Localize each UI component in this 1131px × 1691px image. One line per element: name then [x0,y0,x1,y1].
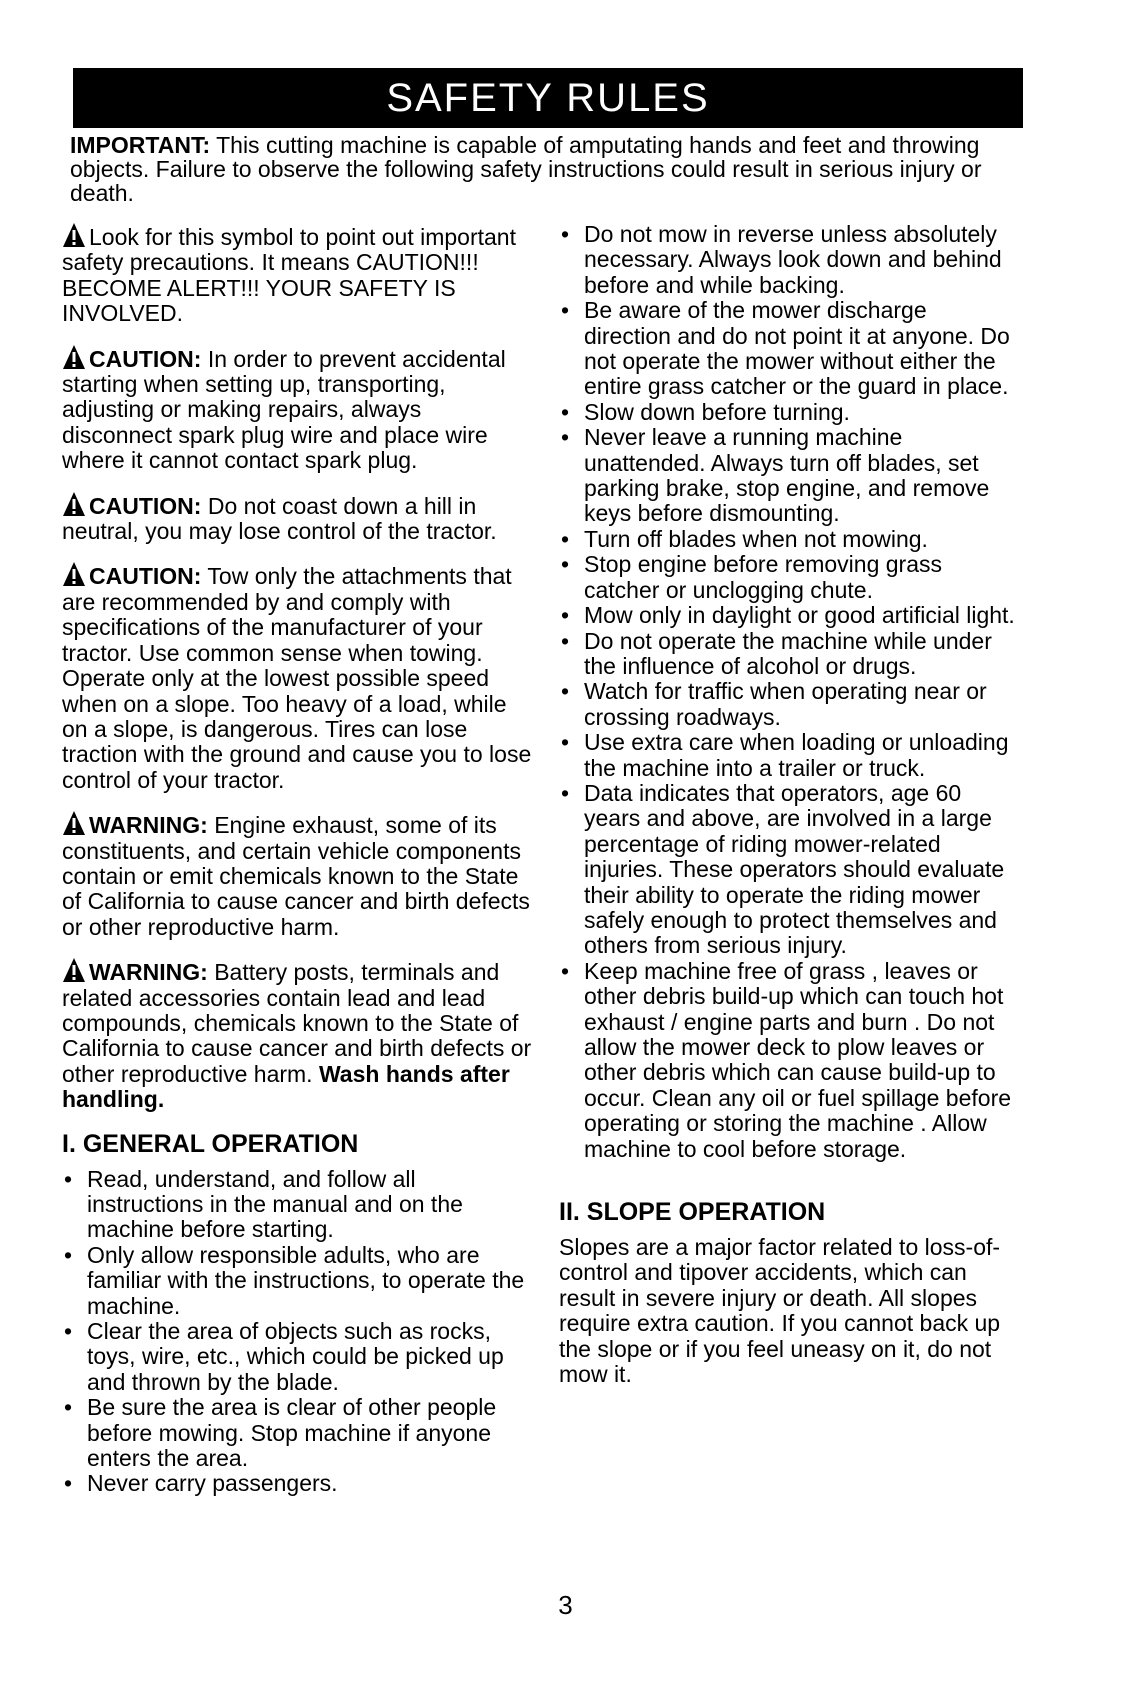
bullet-item: • Stop engine before removing grass catcher or unclogging chute. [559,552,1019,603]
warning-triangle-icon [62,957,86,983]
warning-triangle-icon [62,561,86,587]
slope-operation-heading: II. SLOPE OPERATION [559,1198,826,1227]
bullet-item: • Do not operate the machine while under the influence of alcohol or drugs. [559,629,1019,680]
general-operation-list [62,1167,532,1497]
alert-text: Look for this symbol to point out important safety precautions. It means CAUTION!!! BECOME ALERT!!! YOUR SAFETY IS INVOLVED. [62,224,516,327]
bullet-item: • Read, understand, and follow all instructions in the manual and on the machine before starting. [62,1167,532,1243]
bullet-item: • Never leave a running machine unattended. Always turn off blades, set parking brake, stop engine, and remove keys before dismounting. [559,425,1019,527]
alert-text: Battery posts, terminals and related accessories contain lead and lead compounds, chemicals known to the State of California to cause cancer and birth defects or other reproductive harm. [62,959,532,1087]
safety-alert-paragraph [62,344,532,474]
warning-triangle-icon [62,344,86,370]
safety-alert-paragraph [62,957,532,1112]
bullet-item: • Clear the area of objects such as rocks, toys, wire, etc., which could be picked up and thrown by the blade. [62,1319,532,1395]
alert-text: Tow only the attachments that are recommended by and comply with specifications of the manufacturer of your tractor. Use common sense when towing. Operate only at the lowest possible speed when on a slope. Too heavy of a load, while on a slope, is dangerous. Tires can lose traction with the ground and cause you to lose control of your tractor. [62,563,532,793]
signal-word: WARNING: [89,812,208,839]
important-label: IMPORTANT: [70,132,211,158]
bullet-item: • Data indicates that operators, age 60 years and above, are involved in a large percentage of riding mower-related injuries. These operators should evaluate their ability to operate the riding mower safely enough to protect themselves and others from serious injury. [559,781,1019,959]
bullet-item: • Keep machine free of grass , leaves or other debris build-up which can touch hot exhaust / engine parts and burn . Do not allow the mower deck to plow leaves or other debris which can cause build-up to occur. Clean any oil or fuel spillage before operating or storing the machine . Allow machine to cool before storage. [559,959,1019,1162]
important-notice [70,133,1030,205]
safety-alerts [62,222,532,1113]
page-number: 3 [558,1590,573,1620]
signal-word: CAUTION: [89,492,202,519]
bullet-item: • Be sure the area is clear of other people before mowing. Stop machine if anyone enters the area. [62,1395,532,1471]
bullet-item: • Only allow responsible adults, who are familiar with the instructions, to operate the machine. [62,1243,532,1319]
bullet-item: • Never carry passengers. [62,1471,532,1496]
warning-triangle-icon [62,491,86,517]
bullet-item: • Do not mow in reverse unless absolutely necessary. Always look down and behind before and while backing. [559,222,1019,298]
warning-triangle-icon [62,222,86,248]
bullet-item: • Be aware of the mower discharge direction and do not point it at anyone. Do not operate the mower without either the entire grass catcher or the guard in place. [559,298,1019,400]
safety-alert-paragraph [62,491,532,545]
general-operation-list-continued [559,222,1019,1162]
bullet-item: • Turn off blades when not mowing. [559,527,1019,552]
safety-rules-banner: SAFETY RULES [73,68,1023,128]
signal-word: CAUTION: [89,345,202,372]
alert-text: Do not coast down a hill in neutral, you may lose control of the tractor. [62,492,497,545]
warning-triangle-icon [62,810,86,836]
general-operation-heading: I. GENERAL OPERATION [62,1129,359,1158]
bullet-item: • Slow down before turning. [559,400,1019,425]
bullet-item: • Watch for traffic when operating near or crossing roadways. [559,679,1019,730]
right-column [559,222,1019,1387]
safety-alert-paragraph [62,561,532,793]
alert-text: In order to prevent accidental starting when setting up, transporting, adjusting or making repairs, always disconnect spark plug wire and place wire where it cannot contact spark plug. [62,345,506,474]
alert-bold-text: Wash hands after handling. [62,1060,510,1113]
bullet-item: • Use extra care when loading or unloading the machine into a trailer or truck. [559,730,1019,781]
alert-text: Engine exhaust, some of its constituents, and certain vehicle components contain or emit chemicals known to the State of California to cause cancer and birth defects or other reproductive harm. [62,812,530,940]
signal-word: WARNING: [89,959,208,986]
signal-word: CAUTION: [89,563,202,590]
safety-alert-paragraph [62,810,532,940]
safety-alert-paragraph [62,222,532,327]
left-column [62,222,532,1497]
slope-operation-text: Slopes are a major factor related to loss-of-control and tipover accidents, which can result in severe injury or death. All slopes require extra caution. If you cannot back up the slope or if you feel uneasy on it, do not mow it. [559,1234,1001,1388]
bullet-item: • Mow only in daylight or good artificial light. [559,603,1019,628]
important-text: This cutting machine is capable of amputating hands and feet and throwing objects. Failure to observe the following safety instructions could result in serious injury or death. [70,132,982,206]
